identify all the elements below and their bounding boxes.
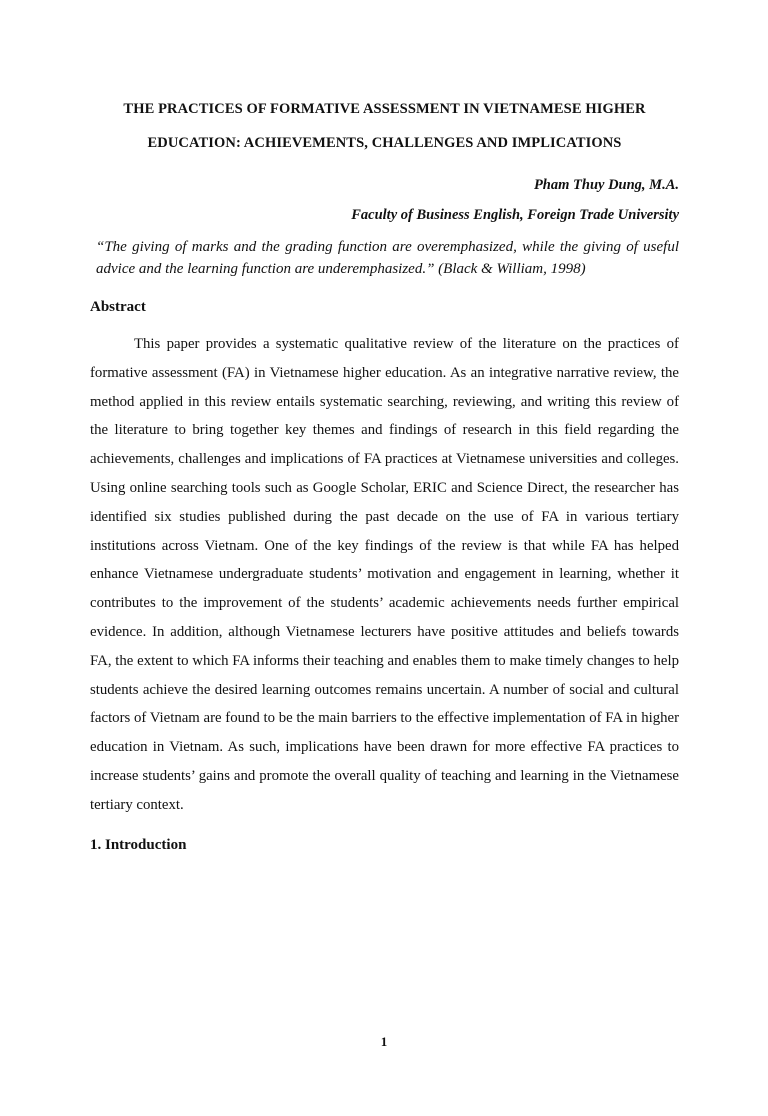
paper-title-line-2: EDUCATION: ACHIEVEMENTS, CHALLENGES AND IMPLICATIONS bbox=[147, 135, 622, 151]
introduction-heading: 1. Introduction bbox=[90, 836, 187, 853]
abstract-body: This paper provides a systematic qualitative review of the literature on the practices of formative assessment (FA) in Vietnamese higher education. As an integrative narrative review, the method applied in this review entails systematic searching, reviewing, and writing this review of the literature to bring together key themes and findings of research in this field regarding the achievements, challenges and implications of FA practices at Vietnamese universities and colleges. Using online searching tools such as Google Scholar, ERIC and Science Direct, the researcher has identified six studies published during the past decade on the use of FA in various tertiary institutions across Vietnam. One of the key findings of the review is that while FA has helped enhance Vietnamese undergraduate students’ motivation and engagement in learning, whether it contributes to the improvement of the students’ academic achievements needs further empirical evidence. In addition, although Vietnamese lecturers have positive attitudes and beliefs towards FA, the extent to which FA informs their teaching and enables them to make timely changes to help students achieve the desired learning outcomes remains uncertain. A number of social and cultural factors of Vietnam are found to be the main barriers to the effective implementation of FA in higher education in Vietnam. As such, implications have been drawn for more effective FA practices to increase students’ gains and promote the overall quality of teaching and learning in the Vietnamese tertiary context. bbox=[90, 336, 679, 813]
epigraph-quote: “The giving of marks and the grading function are overemphasized, while the giving of useful advice and the learning function are underemphasized.” (Black & William, 1998) bbox=[96, 239, 679, 277]
author-name: Pham Thuy Dung, M.A. bbox=[533, 177, 679, 193]
abstract-heading: Abstract bbox=[90, 299, 146, 315]
page-number: 1 bbox=[380, 1034, 388, 1049]
paper-title-line-1: THE PRACTICES OF FORMATIVE ASSESSMENT IN VIETNAMESE HIGHER bbox=[123, 101, 646, 117]
paper-title bbox=[90, 92, 679, 160]
author-affiliation: Faculty of Business English, Foreign Trade University bbox=[351, 207, 679, 223]
document-page bbox=[0, 92, 768, 1116]
author-block bbox=[90, 170, 679, 230]
